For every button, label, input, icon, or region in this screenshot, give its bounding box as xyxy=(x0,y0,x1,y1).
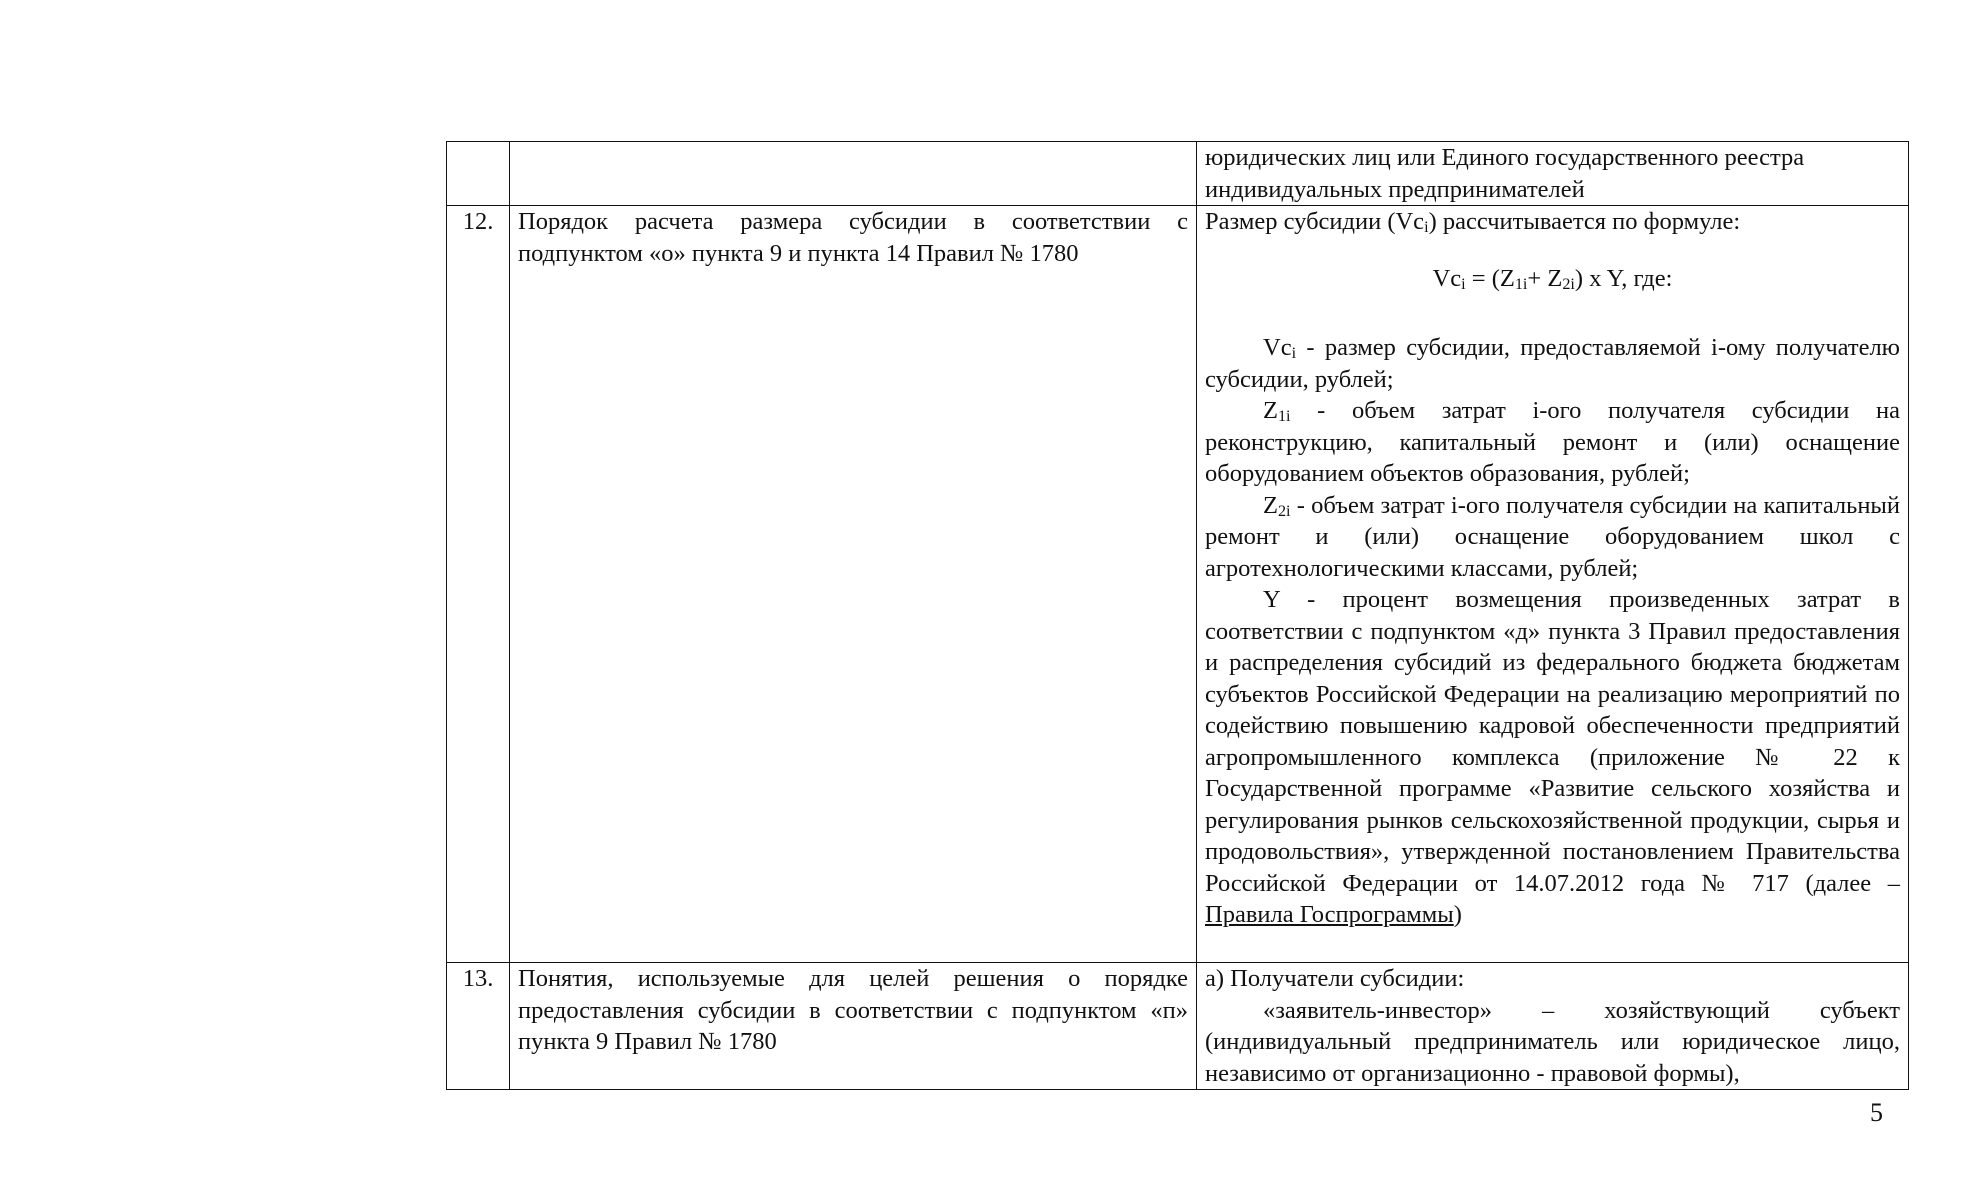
recipients-heading: а) Получатели субсидии: xyxy=(1205,965,1465,992)
row-number-cell: 12. xyxy=(447,206,510,963)
table-row xyxy=(447,963,1909,1090)
table-row xyxy=(447,206,1909,963)
row-content-cell xyxy=(1197,963,1909,1090)
formula-intro: Размер субсидии $(Vc_i)$ рассчитывается по формуле: xyxy=(1205,208,1741,236)
row-item-cell: Понятия, используемые для целей решения о порядке предоставления субсидии в соответствии с подпунктом «п» пункта 9 Правил № 1780 xyxy=(510,963,1197,1090)
row-item-cell: Порядок расчета размера субсидии в соответствии с подпунктом «о» пункта 9 и пункта 14 Правил № 1780 xyxy=(510,206,1197,963)
content-text-line: индивидуальных предпринимателей xyxy=(1205,175,1585,203)
row-content-cell xyxy=(1197,142,1909,206)
table-row xyxy=(447,142,1909,206)
definition-y: Y - процент возмещения произведенных затрат в соответствии с подпунктом «д» пункта 3 Правил предоставления и распределения субсидий из федерального бюджета бюджетам субъектов Российской Федерации на реализацию мероприятий по содействию повышению кадровой обеспеченности предприятий агропромышленного комплекса (приложение № 22 к Государственной программе «Развитие сельского хозяйства и регулирования рынков сельскохозяйственной продукции, сырья и продовольствия», утвержденной постановлением Правительства Российской Федерации от 14.07.2012 года № 717 (далее – Правила Госпрограммы) xyxy=(1205,586,1900,928)
definition-z1: $Z_{1i}$ - объем затрат i-ого получателя субсидии на реконструкцию, капитальный ремонт и (или) оснащение оборудованием объектов образования, рублей; xyxy=(1205,397,1900,487)
content-text-line: юридических лиц или Единого государственного реестра xyxy=(1205,144,1805,171)
row-number-cell xyxy=(447,142,510,206)
row-item-cell xyxy=(510,142,1197,206)
page-number: 5 xyxy=(1870,1098,1883,1127)
definition-z2: $Z_{2i}$ - объем затрат i-ого получателя субсидии на капитальный ремонт и (или) оснащение оборудованием школ с агротехнологическими классами, рублей; xyxy=(1205,491,1900,582)
row-number-cell: 13. xyxy=(447,963,510,1090)
subsidy-formula: $Vc_i = (Z_{1i}+ Z_{2i})$ x Y, где: xyxy=(1432,264,1673,293)
row-content-cell xyxy=(1197,206,1909,963)
subsidy-rules-table xyxy=(446,141,1909,1090)
investor-definition: «заявитель-инвестор» – хозяйствующий субъект (индивидуальный предприниматель или юридическое лицо, независимо от организационно - правовой формы), xyxy=(1205,996,1900,1087)
program-rules-reference: Правила Госпрограммы xyxy=(1205,901,1454,928)
definition-vc: $Vc_i$ - размер субсидии, предоставляемой i-ому получателю субсидии, рублей; xyxy=(1205,334,1900,393)
